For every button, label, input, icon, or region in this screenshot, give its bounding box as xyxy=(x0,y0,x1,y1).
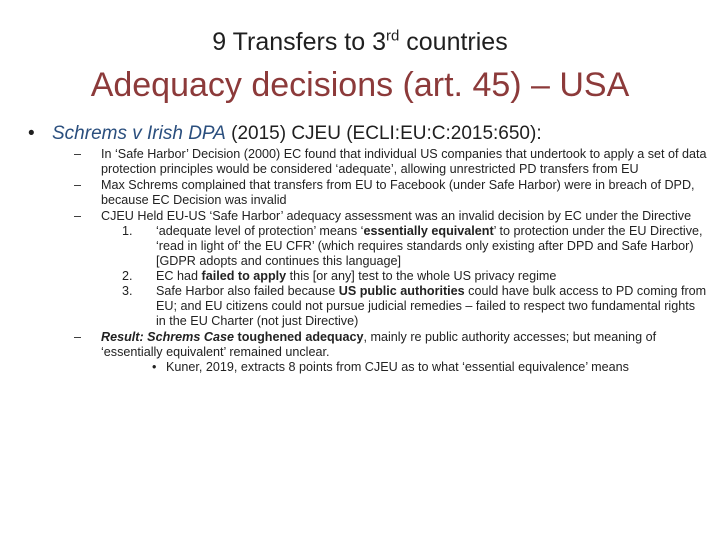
list-item xyxy=(28,147,708,177)
kuner-text: Kuner, 2019, extracts 8 points from CJEU as to what ‘essential equivalence’ means xyxy=(166,360,629,374)
dash-marker: – xyxy=(74,178,82,192)
list-item xyxy=(28,209,708,224)
bullet-marker: • xyxy=(28,123,35,144)
list-item xyxy=(28,330,708,360)
numbered-item xyxy=(28,269,708,284)
sub1-text: ‘adequate level of protection’ means ‘ xyxy=(156,224,364,238)
sub2-text: EC had xyxy=(156,269,202,283)
result-text: , mainly re public authority accesses; but meaning of ‘essentially equivalent’ remained unclear. xyxy=(101,330,657,359)
sub1-bold: essentially equivalent xyxy=(363,224,494,238)
item-complaint: Max Schrems complained that transfers from EU to Facebook (under Safe Harbor) were in breach of DPD, because EC Decision was invalid xyxy=(101,178,695,207)
number-marker: 1. xyxy=(122,224,133,238)
numbered-item xyxy=(28,224,708,269)
slide-pre-title xyxy=(0,28,720,57)
list-item xyxy=(28,178,708,208)
dash-marker: – xyxy=(74,147,82,161)
pre-title-text: 9 Transfers to 3 xyxy=(212,28,386,56)
dash-marker: – xyxy=(74,330,82,344)
case-citation: (2015) CJEU (ECLI:EU:C:2015:650): xyxy=(225,123,542,144)
sub2-text-end: this [or any] test to the whole US privacy regime xyxy=(286,269,557,283)
slide-title: Adequacy decisions (art. 45) – USA xyxy=(90,66,630,104)
result-label: Result: Schrems Case xyxy=(101,330,234,344)
sub3-bold: US public authorities xyxy=(338,284,465,298)
dash-marker: – xyxy=(74,209,82,223)
pre-title-superscript: rd xyxy=(385,27,400,45)
result-bold: toughened adequacy xyxy=(234,330,364,344)
numbered-item xyxy=(28,284,708,329)
pre-title-text-end: countries xyxy=(399,28,508,56)
case-name: Schrems v Irish DPA xyxy=(52,123,226,144)
item-held: CJEU Held EU-US ‘Safe Harbor’ adequacy assessment was an invalid decision by EC under the Directive xyxy=(101,209,692,223)
bullet-main xyxy=(28,122,708,146)
sub3-text-end: could have bulk access to PD coming from EU; and EU citizens could not pursue judicial remedies – failed to respect two fundamental rights in the EU Charter (not just Directive) xyxy=(156,284,707,328)
sub3-text: Safe Harbor also failed because xyxy=(156,284,339,298)
sub2-bold: failed to apply xyxy=(201,269,287,283)
number-marker: 2. xyxy=(122,269,133,283)
item-safe-harbor: In ‘Safe Harbor’ Decision (2000) EC found that individual US companies that undertook to apply a set of data protection principles would be considered ‘adequate’, allowing unrestricted PD transfers from EU xyxy=(101,147,707,176)
bullet-marker: • xyxy=(152,360,157,374)
number-marker: 3. xyxy=(122,284,133,298)
sub-bullet xyxy=(28,360,708,375)
sub1-text-end: ’ to protection under the EU Directive, ‘read in light of’ the EU CFR’ (which requires standards only existing after DPD and Safe Harbor) [GDPR adopts and continues this language] xyxy=(156,224,703,268)
slide-content xyxy=(28,122,708,375)
